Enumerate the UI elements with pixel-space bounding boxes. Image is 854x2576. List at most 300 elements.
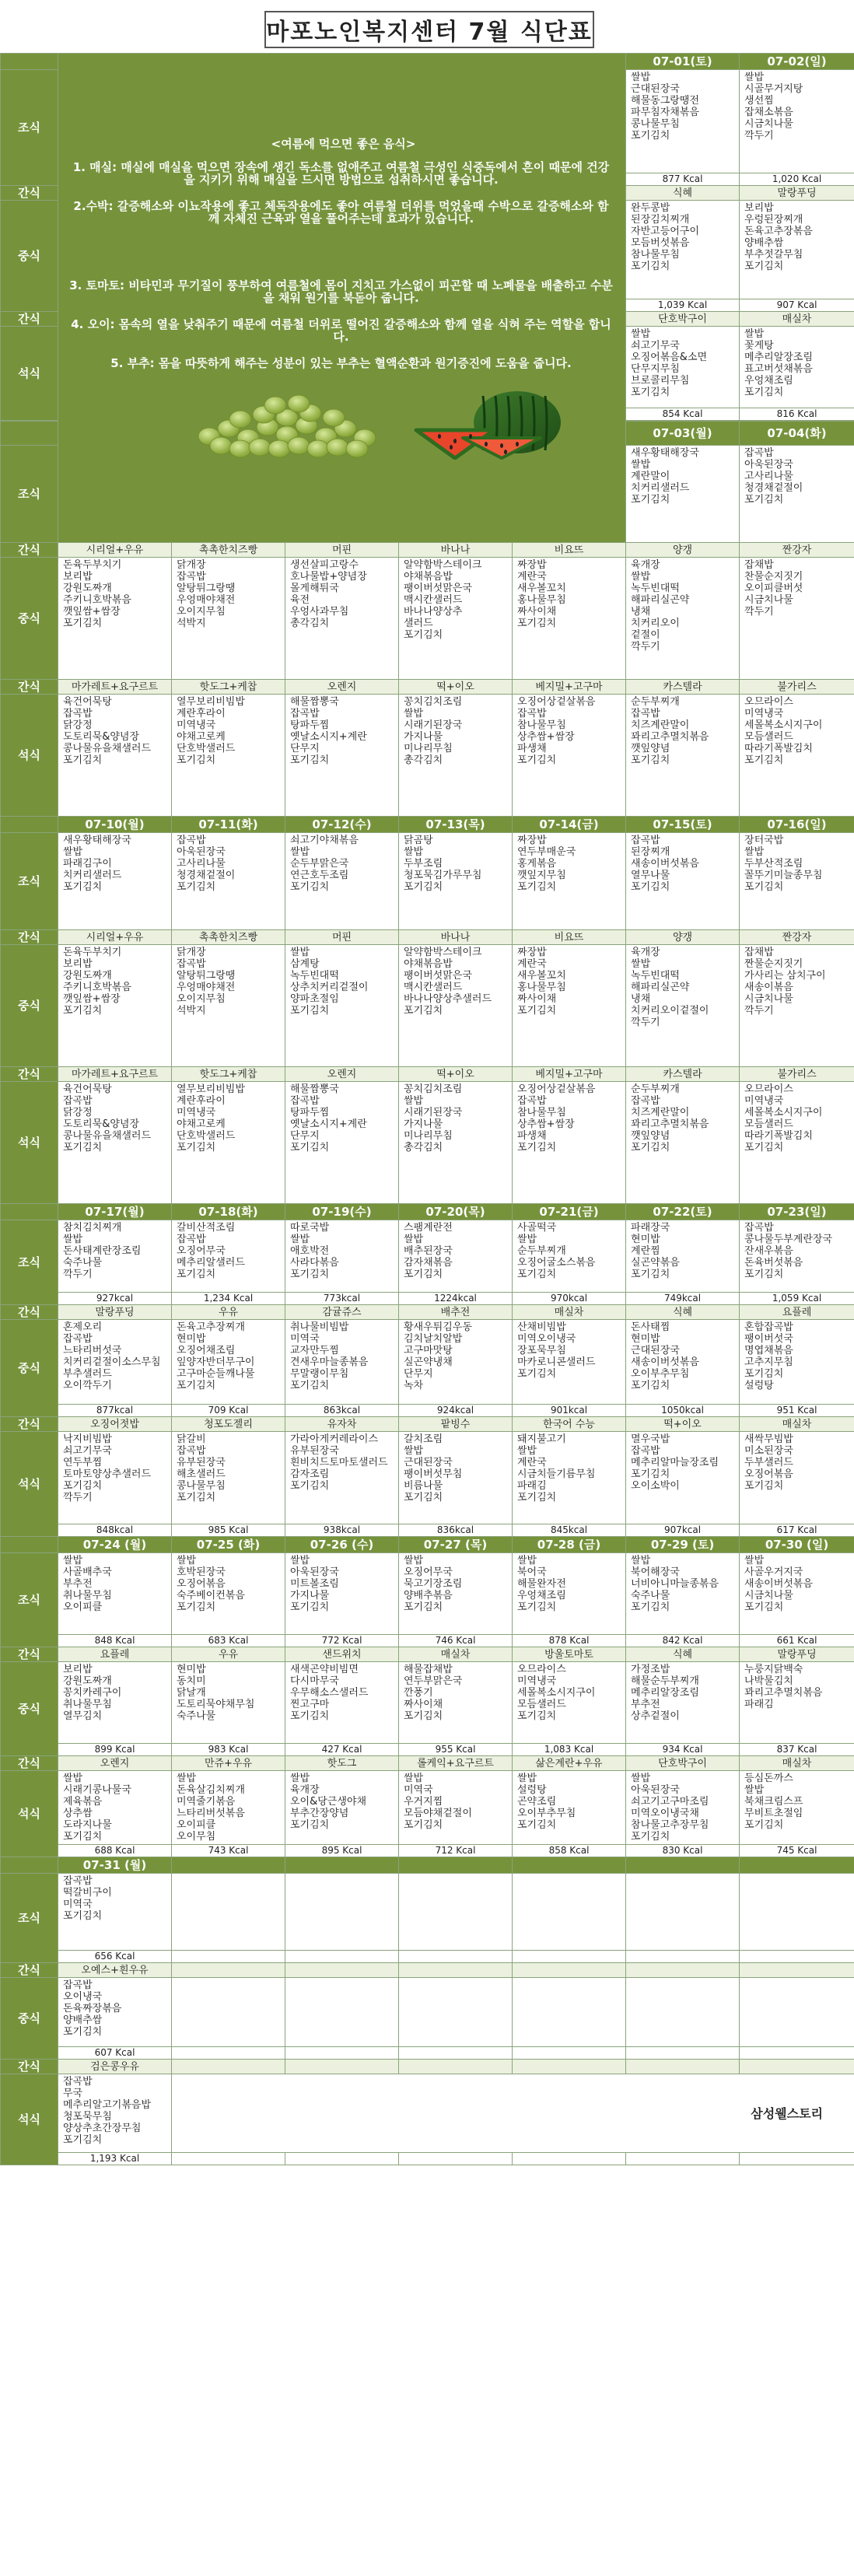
dish-item: 우엉매야채전 [177,594,236,606]
dinner-cell [740,327,854,408]
dish-item: 우엉채조림 [517,1590,566,1601]
snack-cell: 베지밀+고구마 [513,680,626,695]
kcal-value: 901kcal [513,1405,626,1417]
dish-item: 콩나물유을채샐러드 [63,1130,152,1142]
dish-item: 미역국 [290,1333,320,1345]
lunch-cell [58,1978,172,2047]
dish-item: 해물잡채밥 [404,1664,453,1675]
dish-item: 깍두기 [744,606,774,618]
dish-item: 새송이버섯볶음 [744,1578,813,1590]
breakfast-cell [513,833,626,930]
meal-label-snack: 간식 [1,543,58,558]
info-box [58,54,626,543]
corner-cell [1,1537,58,1553]
breakfast-cell [740,446,854,543]
dish-item: 해물순두부찌개 [631,1675,699,1687]
dish-item: 바나나양상추 [404,606,463,618]
empty-cell [740,1857,854,1874]
dish-item: 단무지무침 [631,363,680,375]
dish-item: 우거지찜 [404,1796,443,1808]
dish-item: 따라기폭발김치 [744,1130,813,1142]
dish-item: 모듬야채겉절이 [404,1808,472,1819]
dish-item: 새송이버섯볶음 [631,858,699,870]
dish-item: 제육볶음 [63,1796,103,1808]
empty-cell [172,2153,285,2165]
dish-item: 견새우마늘종볶음 [290,1356,369,1368]
breakfast-cell [740,70,854,173]
dinner-cell [399,1432,513,1524]
meal-label-snack: 간식 [1,312,58,327]
dish-item: 옛날소시지+계란 [290,1118,367,1130]
dish-item: 연두부매운국 [517,846,576,858]
dish-item: 포기김치 [63,2026,103,2038]
kcal-value: 772 Kcal [285,1635,399,1647]
kcal-value: 661 Kcal [740,1635,854,1647]
dish-item: 알탕튀그랑땡 [177,970,236,982]
dish-item: 짜사이채 [517,606,557,618]
dish-item: 팽이버섯무침 [404,1468,463,1480]
dish-item: 스팸계란전 [404,1222,453,1234]
dish-item: 현미밥 [631,1333,660,1345]
dish-item: 곤약조림 [517,1796,557,1808]
breakfast-cell [740,1553,854,1635]
lunch-cell [285,945,399,1067]
dish-item: 세몰복소시지구이 [744,719,823,731]
dish-item: 포기김치 [290,1380,330,1391]
dish-item: 근대된장국 [631,1345,680,1356]
dish-item: 쇠고기무국 [63,1445,112,1457]
dish-item: 포기김치 [404,1601,443,1613]
meal-label-lunch: 중식 [1,1662,58,1756]
dinner-cell [58,1432,172,1524]
dish-item: 치커리오이겉절이 [631,1005,709,1017]
dish-item: 오이냉국 [63,1991,103,2003]
dish-item: 명엽채볶음 [744,1345,793,1356]
breakfast-cell [285,1220,399,1293]
dish-item: 쌀밥 [290,1234,310,1245]
dish-item: 포기김치 [290,881,330,893]
dish-item: 오징어상겉살볶음 [517,1083,596,1095]
dinner-cell [58,695,172,817]
snack-cell: 우유 [172,1305,285,1320]
dish-item: 자반고등어구이 [631,226,699,237]
dish-item: 짜장밥 [517,559,547,571]
dish-item: 무말랭이무침 [290,1368,349,1380]
dish-item: 상추겉절이 [631,1710,680,1722]
dish-item: 깻잎쌈+쌈장 [63,993,121,1005]
dish-item: 맥시칸샐러드 [404,982,463,993]
snack-cell: 단호박구이 [626,1756,740,1771]
dish-item: 오징어볶음&소면 [631,352,708,363]
kcal-value: 683 Kcal [172,1635,285,1647]
dish-item: 깻잎지무침 [517,870,566,881]
dish-item: 배추된장국 [404,1245,453,1257]
kcal-value: 863kcal [285,1405,399,1417]
dinner-cell [399,695,513,817]
dish-item: 잡곡밥 [63,1095,93,1107]
dish-item: 잡곡밥 [63,1333,93,1345]
meal-label-breakfast: 조식 [1,833,58,930]
snack-cell: 비요뜨 [513,930,626,945]
dish-item: 고사리나물 [744,471,793,482]
kcal-value: 1224kcal [399,1293,513,1305]
snack-cell: 베지밀+고구마 [513,1067,626,1082]
dish-item: 깻잎쌈+쌈장 [63,606,121,618]
dish-item: 상추쌈 [63,1808,93,1819]
dish-item: 깻잎양념 [631,1130,670,1142]
dish-item: 잡곡밥 [63,1875,93,1887]
date-header: 07-25 (화) [172,1537,285,1553]
breakfast-cell [58,1874,172,1951]
lunch-cell [399,1320,513,1405]
dish-item: 오이부추무침 [517,1808,576,1819]
breakfast-cell [172,1220,285,1293]
dish-item: 다시마무국 [290,1675,339,1687]
dish-item: 양상추초간장무침 [63,2123,142,2134]
dish-item: 양배추쌈 [63,2014,103,2026]
dish-item: 쌀밥 [517,1773,537,1784]
dish-item: 무비트초절임 [744,1808,803,1819]
dish-item: 부추전 [631,1699,660,1710]
empty-cell [285,2047,399,2060]
dish-item: 녹차 [404,1380,424,1391]
dish-item: 포기김치 [631,881,670,893]
dish-item: 쇠고기야채볶음 [290,835,359,846]
dish-item: 깐풍기 [404,1687,433,1699]
food-illustrations [69,383,618,460]
dish-item: 육건어묵탕 [63,696,112,708]
dish-item: 미역냉국 [177,719,216,731]
breakfast-cell [172,833,285,930]
dish-item: 돈사태계란장조림 [63,1245,142,1257]
date-header: 07-15(토) [626,817,740,833]
kcal-value: 656 Kcal [58,1951,172,1963]
lunch-cell [740,945,854,1067]
dish-item: 우무해소스샐러드 [290,1687,369,1699]
dish-item: 파생채 [517,743,547,754]
dish-item: 동치미 [177,1675,206,1687]
dinner-cell [626,327,740,408]
dish-item: 포기김치 [177,1380,216,1391]
dish-item: 포기김치 [404,881,443,893]
kcal-value: 743 Kcal [172,1845,285,1857]
dish-item: 된장찌개 [631,846,670,858]
meal-label-breakfast: 조식 [1,70,58,186]
kcal-value: 955 Kcal [399,1744,513,1756]
dish-item: 포기김치 [177,1492,216,1503]
lunch-cell [399,1662,513,1744]
dish-item: 연두부찜 [63,1457,103,1468]
empty-cell [399,2047,513,2060]
empty-cell [740,2047,854,2060]
dish-item: 교자만두찜 [290,1345,339,1356]
snack-cell: 감귤쥬스 [285,1305,399,1320]
kcal-value: 927kcal [58,1293,172,1305]
snack-cell: 식혜 [626,1647,740,1662]
dish-item: 육개장 [631,947,660,958]
snack-cell: 오렌지 [285,1067,399,1082]
snack-cell: 핫도그+케찹 [172,1067,285,1082]
kcal-value: 951 Kcal [740,1405,854,1417]
kcal-value: 877kcal [58,1405,172,1417]
kcal-value: 895 Kcal [285,1845,399,1857]
dish-item: 현미밥 [177,1664,206,1675]
dish-item: 계란후라이 [177,1095,226,1107]
dish-item: 치커리샐러드 [63,870,122,881]
snack-cell: 식혜 [626,186,740,201]
snack-cell: 양갱 [626,930,740,945]
dish-item: 포기김치 [744,754,784,766]
dish-item: 오징어볶음 [744,1468,793,1480]
meal-label-breakfast: 조식 [1,1553,58,1647]
dish-item: 알약함박스테이크 [404,559,482,571]
dish-item: 단무지 [290,743,320,754]
snack-cell: 팥빙수 [399,1417,513,1432]
kcal-value: 745 Kcal [740,1845,854,1857]
snack-cell: 오렌지 [285,680,399,695]
snack-cell: 말랑푸딩 [740,186,854,201]
dish-item: 갈비산적조림 [177,1222,236,1234]
dish-item: 아욱된장국 [631,1784,680,1796]
dinner-cell [740,695,854,817]
dinner-cell [172,1082,285,1204]
snack-cell: 시리얼+우유 [58,930,172,945]
snack-cell: 카스텔라 [626,680,740,695]
dish-item: 깍두기 [744,1005,774,1017]
dish-item: 느타리버섯국 [63,1345,122,1356]
breakfast-cell [399,833,513,930]
meal-label-snack: 간식 [1,186,58,201]
empty-cell [513,1963,626,1978]
kcal-value: 899 Kcal [58,1744,172,1756]
dish-item: 깍두기 [744,130,774,142]
snack-cell: 매실차 [740,312,854,327]
lunch-cell [172,1978,285,2047]
dish-item: 무국 [63,2088,83,2099]
snack-cell: 촉촉한치즈빵 [172,543,285,558]
kcal-value: 427 Kcal [285,1744,399,1756]
meal-label-dinner: 석식 [1,1432,58,1537]
empty-cell [399,1963,513,1978]
dish-item: 꽈리고추멸치볶음 [631,731,709,743]
dish-item: 홍게볶음 [517,858,557,870]
dish-item: 포기김치 [744,1480,784,1492]
dish-item: 육개장 [290,1784,320,1796]
dish-item: 부추젓갈무침 [744,249,803,261]
dish-item: 잡곡밥 [631,1095,660,1107]
dish-item: 미나리무침 [404,743,453,754]
dish-item: 포기김치 [631,130,670,142]
empty-cell [285,2060,399,2074]
dish-item: 가지나물 [404,1118,443,1130]
dish-item: 열무나물 [631,870,670,881]
dish-item: 팽이버섯국 [744,1333,793,1345]
dish-item: 홍나물무침 [517,594,566,606]
dish-item: 두부샐러드 [744,1457,793,1468]
dish-item: 오징어굴소스볶음 [517,1257,596,1269]
meal-label-lunch: 중식 [1,945,58,1067]
dish-item: 새우볼꼬치 [517,583,566,594]
snack-cell: 검은콩우유 [58,2060,172,2074]
lunch-cell [172,558,285,680]
breakfast-cell [285,833,399,930]
lunch-cell [285,558,399,680]
snack-cell: 머핀 [285,543,399,558]
dish-item: 찬물순지짓기 [744,571,803,583]
meal-label-snack: 간식 [1,1417,58,1432]
meal-label-snack: 간식 [1,1756,58,1771]
dish-item: 총각김치 [290,618,330,629]
dish-item: 실곤약냉채 [404,1356,453,1368]
dish-item: 숙주베이컨볶음 [177,1590,245,1601]
corner-cell [1,422,58,446]
date-header: 07-23(일) [740,1204,854,1220]
dish-item: 잡곡밥 [744,1222,774,1234]
snack-cell: 비요뜨 [513,543,626,558]
brand-label: 삼성웰스토리 [172,2074,854,2153]
dish-item: 깍두기 [631,1017,660,1028]
dish-item: 포기김치 [290,1819,330,1831]
date-header: 07-28 (금) [513,1537,626,1553]
dish-item: 시금치나물 [744,118,793,130]
meal-label-snack: 간식 [1,2060,58,2074]
dish-item: 애호박전 [290,1245,330,1257]
kcal-value: 854 Kcal [626,408,740,421]
dish-item: 오징어볶음 [177,1578,226,1590]
dish-item: 설렁탕 [517,1784,547,1796]
dish-item: 잡곡밥 [177,958,206,970]
kcal-value: 878 Kcal [513,1635,626,1647]
dish-item: 해물짬뽕국 [290,696,339,708]
dish-item: 오이피클버섯 [744,583,803,594]
kcal-value: 816 Kcal [740,408,854,421]
dinner-cell [285,1082,399,1204]
dish-item: 나박물김치 [744,1675,793,1687]
dish-item: 쌀밥 [631,1555,651,1566]
dish-item: 양파초절임 [290,993,339,1005]
dish-item: 쌀밥 [517,1555,537,1566]
meal-label-breakfast: 조식 [1,446,58,543]
snack-cell: 식혜 [626,1305,740,1320]
date-header: 07-18(화) [172,1204,285,1220]
dish-item: 보리밥 [744,202,774,214]
dish-item: 포기김치 [404,1710,443,1722]
kcal-value: 830 Kcal [626,1845,740,1857]
snack-cell: 떡+이오 [399,680,513,695]
dish-item: 고사리나물 [177,858,226,870]
snack-cell: 핫도그+케찹 [172,680,285,695]
dish-item: 포기김치 [63,1831,103,1843]
dish-item: 쌀밥 [631,1773,651,1784]
dish-item: 강원도짜개 [63,583,112,594]
date-header: 07-02(일) [740,54,854,70]
dinner-cell [626,1432,740,1524]
dish-item: 쌀밥 [177,1773,197,1784]
dish-item: 잡곡밥 [177,571,206,583]
snack-cell: 삶은계란+우유 [513,1756,626,1771]
dish-item: 돈육두부치기 [63,947,122,958]
dish-item: 잡곡밥 [517,708,547,719]
kcal-value: 985 Kcal [172,1524,285,1537]
dish-item: 계란찜 [631,1245,660,1257]
dish-item: 부추전 [63,1578,93,1590]
dish-item: 냉채 [631,993,651,1005]
lunch-cell [513,1978,626,2047]
dish-item: 샐러드 [404,618,433,629]
dish-item: 잎양자반더무구이 [177,1356,255,1368]
dish-item: 청경채겉절이 [744,482,803,494]
snack-cell: 핫도그 [285,1756,399,1771]
dish-item: 오징어상겉살볶음 [517,696,596,708]
dish-item: 흰비치드토마토샐러드 [290,1457,388,1468]
dish-item: 오므라이스 [744,696,793,708]
dish-item: 오이&당근생야채 [290,1796,367,1808]
dish-item: 된장김치찌개 [631,214,690,226]
dish-item: 쌀밥 [404,1555,424,1566]
dinner-cell [285,1771,399,1845]
dinner-cell [399,1771,513,1845]
dish-item: 녹두빈대떡 [631,583,680,594]
dish-item: 돈육고추장볶음 [744,226,813,237]
dish-item: 야채고로케 [177,731,226,743]
dish-item: 포기김치 [404,1269,443,1280]
dish-item: 새색곤약비빔면 [290,1664,359,1675]
kcal-value: 837 Kcal [740,1744,854,1756]
snack-cell: 오렌지 [58,1756,172,1771]
dish-item: 야채고로케 [177,1118,226,1130]
corner-cell [1,1204,58,1220]
dish-item: 표고버섯채볶음 [744,363,813,375]
dish-item: 해물동그랑땡전 [631,95,699,107]
dish-item: 잡곡밥 [631,708,660,719]
dish-item: 새송이볶음 [744,982,793,993]
kcal-value: 907kcal [626,1524,740,1537]
empty-cell [626,1963,740,1978]
dish-item: 따라기폭발김치 [744,743,813,754]
dish-item: 쌀밥 [631,459,651,471]
dish-item: 순두부맑은국 [290,858,349,870]
snack-cell: 단호박구이 [626,312,740,327]
meal-label-snack: 간식 [1,680,58,695]
dish-item: 호나물밥+양념장 [290,571,367,583]
dish-item: 따로국밥 [290,1222,330,1234]
dish-item: 보리밥 [63,1664,93,1675]
info-heading: <여름에 먹으면 좋은 음식> [271,137,416,151]
kcal-value: 1,020 Kcal [740,173,854,186]
dish-item: 포기김치 [631,1142,670,1153]
dish-item: 미역오이냉국 [517,1333,576,1345]
dish-item: 포기김치 [744,261,784,272]
dish-item: 낙지비빔밥 [63,1433,112,1445]
snack-cell: 한국어 수능 [513,1417,626,1432]
dish-item: 닭강정 [63,719,93,731]
meal-label-breakfast: 조식 [1,1874,58,1963]
dish-item: 맥시칸샐러드 [404,594,463,606]
dish-item: 취나물무침 [63,1699,112,1710]
dish-item: 미역줄기볶음 [177,1796,236,1808]
dish-item: 몰게해튀국 [290,583,339,594]
dish-item: 육건어묵탕 [63,1083,112,1095]
dish-item: 우엉사과무침 [290,606,349,618]
dish-item: 포기김치 [631,1380,670,1391]
dish-item: 쌀밥 [744,1784,765,1796]
dish-item: 야채볶음밥 [404,958,453,970]
dish-item: 잡곡밥 [744,447,774,459]
dish-item: 묵고기장조림 [404,1578,463,1590]
breakfast-cell [626,1553,740,1635]
dish-item: 포기김치 [404,629,443,641]
dish-item: 쌀밥 [290,1555,310,1566]
